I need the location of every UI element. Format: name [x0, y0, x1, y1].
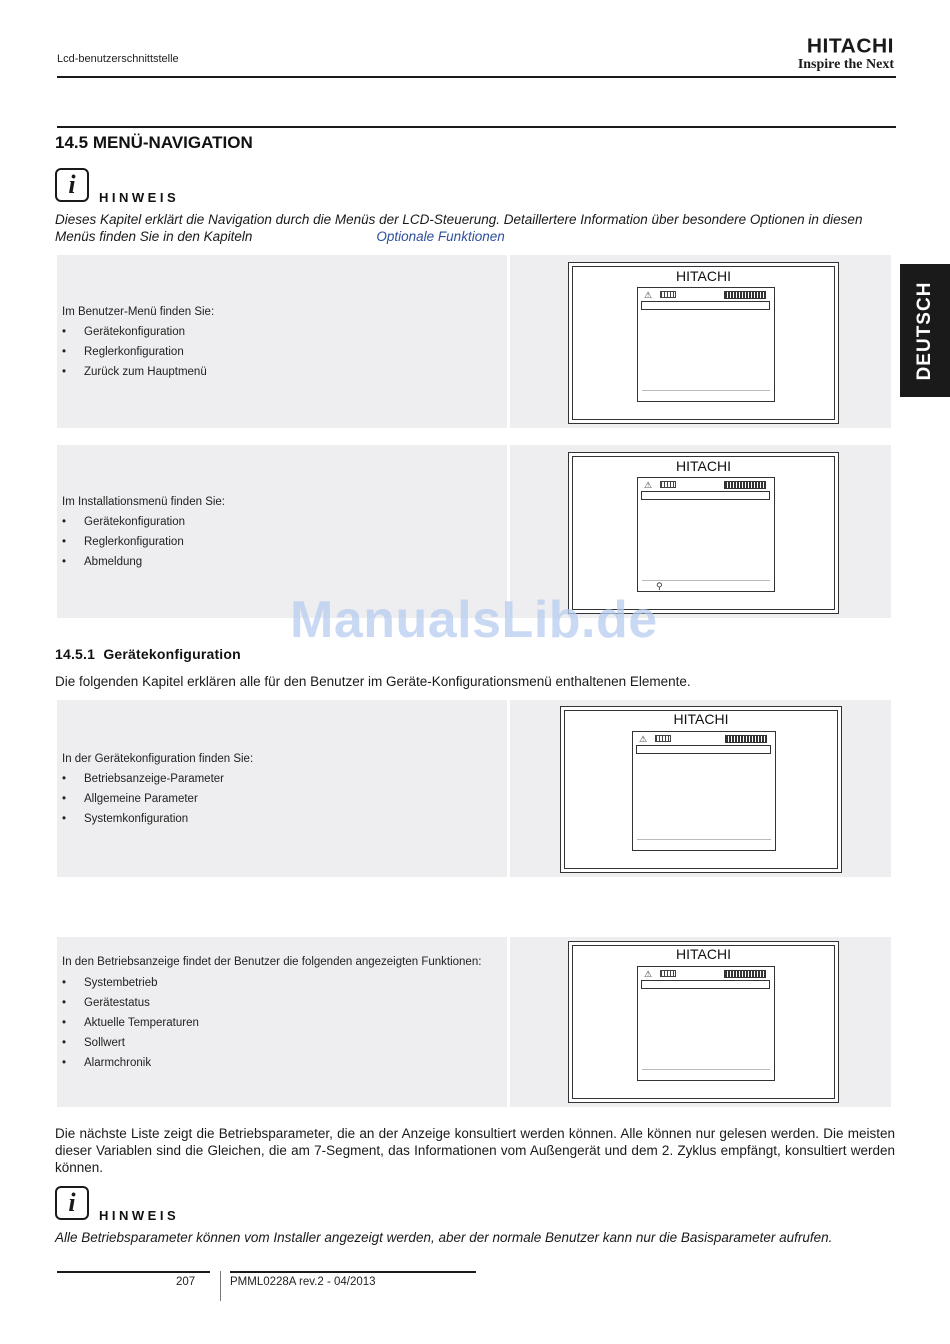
subsection-title — [55, 646, 241, 662]
note-text — [55, 211, 895, 245]
selection-bar — [641, 301, 770, 310]
list-item: • Reglerkonfiguration — [62, 532, 502, 552]
header-rule — [57, 76, 896, 78]
footer-rule — [230, 1271, 476, 1273]
language-tab — [900, 264, 950, 397]
lcd-device — [568, 941, 839, 1103]
list-item: • Systemkonfiguration — [62, 809, 502, 829]
lcd-screen — [637, 477, 775, 592]
subsection-title-text: Gerätekonfiguration — [103, 646, 241, 662]
section-number: 14.5 — [55, 133, 89, 152]
section-rule — [57, 126, 896, 128]
panel-text-4 — [62, 955, 482, 1073]
footer-divider — [220, 1271, 221, 1301]
panel-text-1 — [62, 302, 502, 382]
panel-intro: Im Installationsmenü finden Sie: — [62, 496, 226, 508]
panel-intro: In den Betriebsanzeige findet der Benutzer die folgenden angezeigten Funktionen: — [62, 956, 482, 968]
device-brand: HITACHI — [676, 458, 731, 474]
lcd-screen — [632, 731, 776, 851]
lcd-screen — [637, 966, 775, 1081]
selection-bar — [636, 745, 771, 754]
footer-rule — [57, 1271, 210, 1273]
list-item: • Abmeldung — [62, 552, 502, 572]
language-tab-label: DEUTSCH — [914, 281, 935, 380]
note-label: HINWEIS — [99, 1208, 180, 1223]
header-section-name: Lcd-benutzerschnittstelle — [57, 53, 179, 65]
panel-intro: Im Benutzer-Menü finden Sie: — [62, 306, 215, 318]
device-brand: HITACHI — [676, 268, 731, 284]
subsection-number: 14.5.1 — [55, 646, 96, 662]
list-item: • Systembetrieb — [62, 973, 482, 993]
list-item: • Alarmchronik — [62, 1053, 482, 1073]
panel-intro: In der Gerätekonfiguration finden Sie: — [62, 753, 254, 765]
subsection-intro: Die folgenden Kapitel erklären alle für den Benutzer im Geräte-Konfigurationsmenü enthaltenen Elemente. — [55, 674, 691, 689]
section-title-text: MENÜ-NAVIGATION — [92, 133, 253, 152]
note-link[interactable]: Optionale Funktionen — [376, 229, 505, 244]
warning-icon: ⚠ — [639, 734, 648, 744]
warning-icon: ⚠ — [644, 969, 653, 979]
lcd-screen — [637, 287, 775, 402]
selection-bar — [641, 980, 770, 989]
info-icon: i — [55, 1186, 89, 1220]
page-number: 207 — [176, 1276, 196, 1288]
watermark: ManualsLib.de — [290, 591, 658, 649]
note-body: Dieses Kapitel erklärt die Navigation durch die Menüs der LCD-Steuerung. Detaillertere Information über besondere Optionen in diesen Menüs finden Sie in den Kapiteln — [55, 212, 863, 244]
info-icon: i — [55, 168, 89, 202]
selection-bar — [641, 491, 770, 500]
logo-name: HITACHI — [806, 35, 894, 58]
section-title — [55, 133, 253, 153]
device-brand: HITACHI — [676, 946, 731, 962]
list-item: • Allgemeine Parameter — [62, 789, 502, 809]
list-item: • Reglerkonfiguration — [62, 342, 502, 362]
list-item: • Sollwert — [62, 1033, 482, 1053]
logo-tagline: Inspire the Next — [797, 57, 894, 72]
panel-text-3 — [62, 749, 502, 829]
list-item: • Betriebsanzeige-Parameter — [62, 769, 502, 789]
list-item: • Gerätekonfiguration — [62, 322, 502, 342]
warning-icon: ⚠ — [644, 290, 653, 300]
key-icon: ⚲ — [656, 581, 663, 591]
list-item: • Gerätestatus — [62, 993, 482, 1013]
list-item: • Zurück zum Hauptmenü — [62, 362, 502, 382]
list-item: • Gerätekonfiguration — [62, 512, 502, 532]
device-brand: HITACHI — [673, 711, 729, 727]
list-item: • Aktuelle Temperaturen — [62, 1013, 482, 1033]
note-text: Alle Betriebsparameter können vom Installer angezeigt werden, aber der normale Benutzer kann nur die Basisparameter aufrufen. — [55, 1230, 833, 1245]
body-paragraph: Die nächste Liste zeigt die Betriebsparameter, die an der Anzeige konsultiert werden können. Alle können nur gelesen werden. Die meisten dieser Variablen sind die Gleichen, die am 7-Segment, das Informationen vom Außengerät und dem 2. Zyklus empfängt, konsultiert werden können. — [55, 1126, 895, 1175]
warning-icon: ⚠ — [644, 480, 653, 490]
note-label: HINWEIS — [99, 190, 180, 205]
lcd-device — [560, 706, 842, 873]
document-id: PMML0228A rev.2 - 04/2013 — [230, 1276, 376, 1288]
lcd-device — [568, 262, 839, 424]
panel-text-2 — [62, 492, 502, 572]
hitachi-logo — [798, 36, 894, 72]
